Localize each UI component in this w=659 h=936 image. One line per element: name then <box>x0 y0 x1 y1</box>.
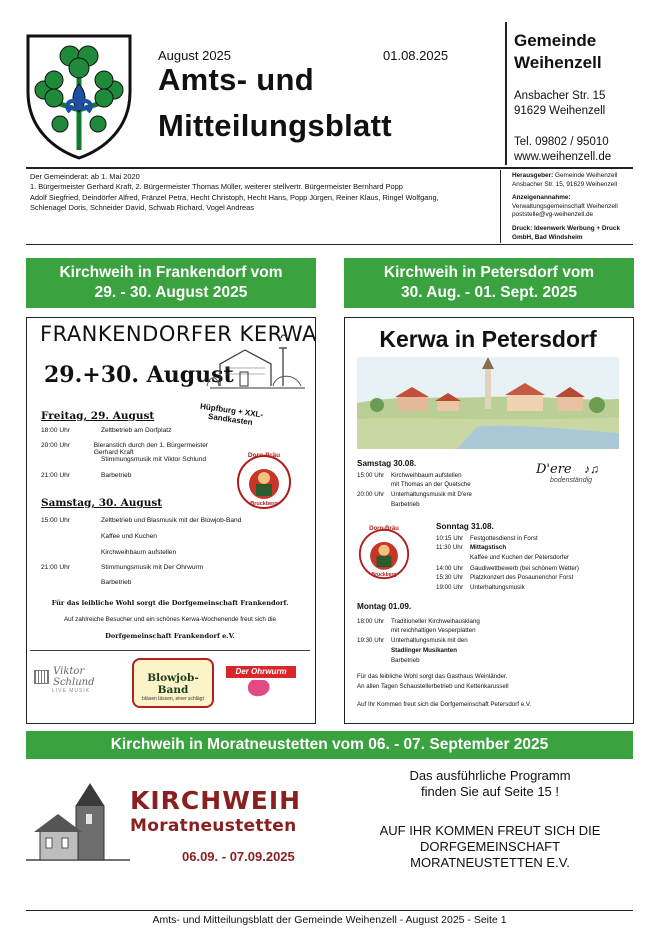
council-list: Der Gemeinderat: ab 1. Mai 2020 1. Bürgermeister Gerhard Kraft, 2. Bürgermeister Thomas Müller, weiterer stellvertr. Bürgermeister Bernhard Popp Adolf Siegfried, Deindörfer Alfred, Fränzel Petra, Hecht Christoph, Hecht Hans, Popp Jürgen, Reiner Klaus, Ringel Wolfgang, Schlenagel Doris, Schneider David, Schwab Richard, Vogel Andreas <box>30 172 439 212</box>
list-item: Kirchweihbaum aufstellen <box>101 549 177 556</box>
church-illustration <box>26 780 130 869</box>
frankendorf-foot3: Dorfgemeinschaft Frankendorf e.V. <box>105 632 235 640</box>
viktor-schlund-logo: Viktor Schlund LIVE MUSIK <box>34 666 124 694</box>
list-item: 18:00 Uhr Zeltbetrieb am Dorfplatz <box>41 427 172 434</box>
frankendorf-foot2: Auf zahlreiche Besucher und ein schönes Kerwa-Wochenende freut sich die <box>63 616 276 623</box>
petersdorf-saturday: Samstag 30.08. <box>357 459 417 468</box>
list-item: 20:00 Uhr Bieranstich durch den 1. Bürgermeister Gerhard Kraft <box>41 442 209 456</box>
blowjob-band-logo: Blowjob-Band bläsen lässen, einer schlägt <box>132 658 214 708</box>
list-item: Kaffee und Kuchen <box>101 533 157 540</box>
petersdorf-note3: Auf Ihr Kommen freut sich die Dorfgemeinschaft Petersdorf e.V. <box>357 701 532 708</box>
list-item: Barbetrieb <box>391 501 420 508</box>
list-item: Barbetrieb <box>391 657 420 664</box>
kirchweih-heading: KIRCHWEIH <box>130 786 302 815</box>
petersdorf-monday-list <box>357 618 557 667</box>
imprint: Herausgeber: Gemeinde Weihenzell Ansbacher Str. 15, 91629 Weihenzell Anzeigenannahme: Verwaltungsgemeinschaft Weihenzell poststelle@vg-weihenzell.de Druck: Ideenwerk Werbung + Druck GmbH, Bad Windsheim <box>512 172 621 241</box>
dorn-brau-sub: Bruckberg <box>250 501 278 507</box>
list-item: Barbetrieb <box>101 579 132 586</box>
village-watercolor <box>357 357 619 454</box>
list-item: 20:00 Uhr Unterhaltungsmusik mit D'ere <box>357 491 472 498</box>
der-ohrwurm-logo: Der Ohrwurm <box>222 660 300 700</box>
list-item: 18:00 Uhr Traditioneller Kirchweihausklang <box>357 618 480 625</box>
list-item: 14:00 Uhr Gaudiwettbewerb (bei schönem Wetter) <box>436 565 579 572</box>
frankendorf-dates: 29.+30. August <box>44 362 234 388</box>
municipality-address: Ansbacher Str. 15 91629 Weihenzell <box>514 90 606 117</box>
footer-rule <box>26 910 633 911</box>
frankendorf-foot1: Für das leibliche Wohl sorgt die Dorfgemeinschaft Frankendorf. <box>51 599 289 607</box>
welcome-note: AUF IHR KOMMEN FREUT SICH DIE DORFGEMEINSCHAFT MORATNEUSTETTEN E.V. <box>379 823 601 870</box>
music-notes-icon: ♪♫ <box>584 462 599 476</box>
dere-logo: D'ere bodenständig ♪♫ <box>536 462 599 484</box>
frankendorf-day1: Freitag, 29. August <box>41 410 155 422</box>
header-divider <box>505 22 507 165</box>
list-item: 19:00 Uhr Unterhaltungsmusik <box>436 584 525 591</box>
program-note: Das ausführliche Programm finden Sie auf Seite 15 ! <box>409 768 571 799</box>
imprint-rule <box>26 244 633 245</box>
list-item: 15:00 Uhr Zeltbetrieb und Blasmusik mit der Blowjob-Band <box>41 517 242 524</box>
petersdorf-sunday: Sonntag 31.08. <box>436 522 494 531</box>
list-item: 15:30 Uhr Platzkonzert des Posaunenchor Forst <box>436 574 574 581</box>
list-item: mit reichhaltigen Vesperplatten <box>391 627 476 634</box>
list-item: Stadlinger Musikanten <box>391 647 458 654</box>
petersdorf-title: Kerwa in Petersdorf <box>379 326 597 352</box>
banner-petersdorf: Kirchweih in Petersdorf vom 30. Aug. - 01. Sept. 2025 <box>344 258 634 308</box>
accordion-icon <box>34 670 49 684</box>
kirchweih-dates: 06.09. - 07.09.2025 <box>182 849 295 864</box>
imprint-divider <box>500 170 501 243</box>
list-item: 15:00 Uhr Kirchweihbaum aufstellen <box>357 472 462 479</box>
list-item: mit Thomas an der Quetsche <box>391 481 471 488</box>
list-item: Kaffee und Kuchen der Petersdorfer <box>470 554 569 561</box>
list-item: 11:30 Uhr Mittagstisch <box>436 544 507 551</box>
petersdorf-note2: An allen Tagen Schaustellerbetrieb und Kettenkarussell <box>357 683 509 690</box>
frankendorf-day1-list <box>41 427 231 486</box>
dorn-brau-logo-2: Dorn-Bräu Bruckberg <box>358 528 410 585</box>
frankendorf-tag: Hüpfburg + XXL-Sandkasten <box>175 397 287 432</box>
petersdorf-saturday-list <box>357 472 527 511</box>
frankendorf-day2: Samstag, 30. August <box>41 497 163 509</box>
page-footer: Amts- und Mitteilungsblatt der Gemeinde Weihenzell - August 2025 - Seite 1 <box>152 914 507 926</box>
list-item: 21:00 Uhr Barbetrieb <box>41 472 132 479</box>
municipal-crest <box>24 32 134 160</box>
frankendorf-rule <box>30 650 310 651</box>
petersdorf-sunday-list <box>436 535 626 594</box>
list-item: 19:30 Uhr Unterhaltungsmusik mit den <box>357 637 468 644</box>
list-item: Stimmungsmusik mit Viktor Schlund <box>101 456 207 463</box>
dorn-brau-text: Dorn-Bräu <box>247 452 281 459</box>
petersdorf-monday: Montag 01.09. <box>357 602 412 611</box>
kirchweih-place: Moratneustetten <box>130 816 297 836</box>
website-link[interactable]: www.weihenzell.de <box>514 151 612 163</box>
page-title-line2: Mitteilungsblatt <box>158 108 392 143</box>
header-rule <box>26 167 633 169</box>
list-item: 21:00 Uhr Stimmungsmusik mit Der Ohrwurm <box>41 564 204 571</box>
phone: Tel. 09802 / 95010 <box>514 136 609 148</box>
petersdorf-note1: Für das leibliche Wohl sorgt das Gasthaus Weinländer. <box>357 673 508 680</box>
municipality-name: Gemeinde Weihenzell <box>514 31 602 72</box>
issue-month: August 2025 <box>158 48 232 63</box>
frankendorf-title: FRANKENDORFER KERWA <box>40 322 317 346</box>
list-item: 10:15 Uhr Festgottesdienst in Forst <box>436 535 538 542</box>
banner-frankendorf: Kirchweih in Frankendorf vom 29. - 30. August 2025 <box>26 258 316 308</box>
municipality-contact <box>514 135 611 165</box>
frankendorf-day2-list <box>41 517 301 594</box>
banner-moratneustetten: Kirchweih in Moratneustetten vom 06. - 07. September 2025 <box>26 731 633 759</box>
page-title-line1: Amts- und <box>158 62 314 97</box>
village-sketch <box>205 328 310 395</box>
dorn-brau-logo <box>236 454 292 515</box>
issue-date: 01.08.2025 <box>383 48 449 63</box>
